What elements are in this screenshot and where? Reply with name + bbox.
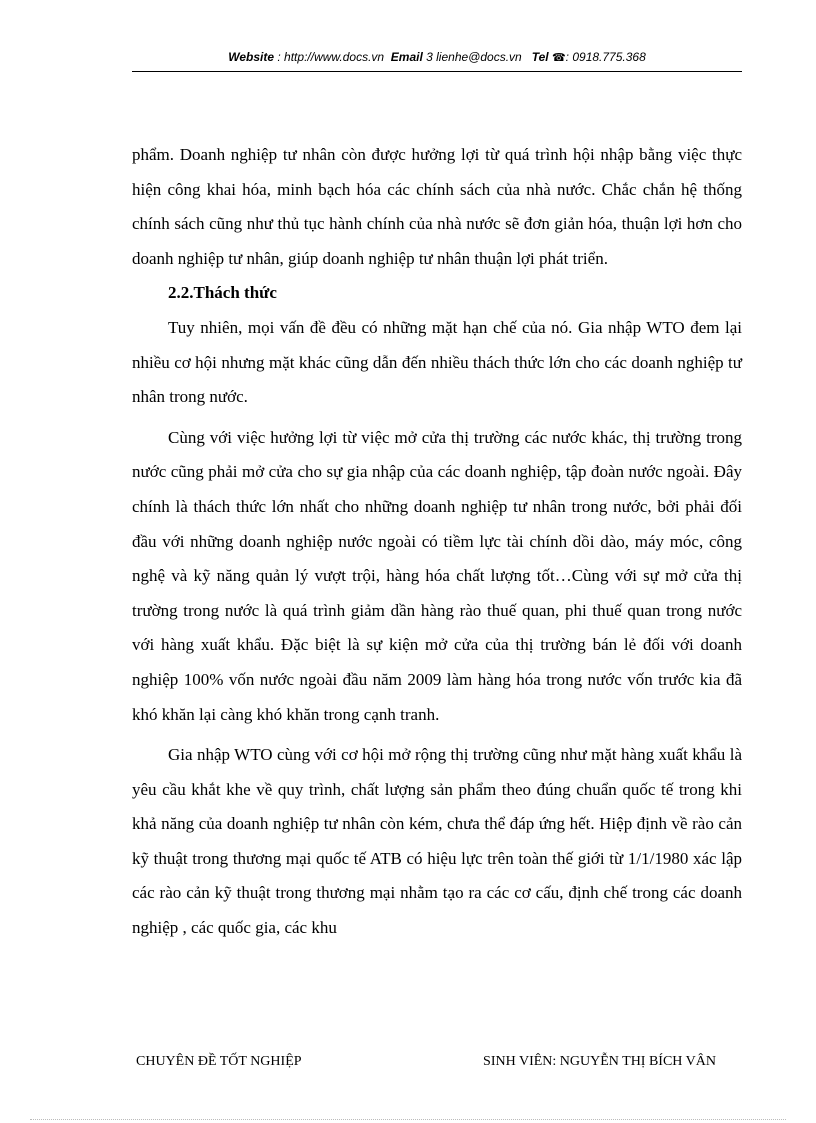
- paragraph-challenges-intro: Tuy nhiên, mọi vấn đề đều có những mặt hạn chế của nó. Gia nhập WTO đem lại nhiều cơ hội nhưng mặt khác cũng dẫn đến nhiều thách thức lớn cho các doanh nghiệp tư nhân trong nước.: [132, 317, 742, 407]
- phone-icon: ☎: [551, 52, 566, 64]
- header-divider: [132, 71, 742, 72]
- footer-student-name: SINH VIÊN: NGUYỄN THỊ BÍCH VÂN: [483, 1054, 716, 1069]
- page-header: [132, 50, 742, 64]
- tel-label: Tel: [531, 50, 549, 64]
- paragraph-market-opening: Cùng với việc hưởng lợi từ việc mở cửa thị trường các nước khác, thị trường trong nước cũng phải mở cửa cho sự gia nhập của các doanh nghiệp, tập đoàn nước ngoài. Đây chính là thách thức lớn nhất cho những doanh nghiệp tư nhân trong nước, bởi phải đối đầu với những doanh nghiệp nước ngoài có tiềm lực tài chính dồi dào, máy móc, công nghệ và kỹ năng quản lý vượt trội, hàng hóa chất lượng tốt…Cùng với sự mở cửa thị trường trong nước là quá trình giảm dần hàng rào thuế quan, phi thuế quan trong nước với hàng xuất khẩu. Đặc biệt là sự kiện mở cửa của thị trường bán lẻ đối với doanh nghiệp 100% vốn nước ngoài đầu năm 2009 làm hàng hóa trong nước vốn trước kia đã khó khăn lại càng khó khăn trong cạnh tranh.: [132, 427, 742, 724]
- website-separator: :: [274, 50, 285, 64]
- email-label: Email: [390, 50, 423, 64]
- website-url[interactable]: http://www.docs.vn: [284, 50, 385, 64]
- website-label: Website: [228, 50, 275, 64]
- page-footer: [132, 1054, 742, 1070]
- paragraph-wto-requirements: Gia nhập WTO cùng với cơ hội mở rộng thị trường cũng như mặt hàng xuất khẩu là yêu cầu khắt khe về quy trình, chất lượng sản phẩm theo đúng chuẩn quốc tế trong khi khả năng của doanh nghiệp tư nhân còn kém, chưa thể đáp ứng hết. Hiệp định về rào cản kỹ thuật trong thương mại quốc tế ATB có hiệu lực trên toàn thế giới từ 1/1/1980 xác lập các rào cản kỹ thuật trong thương mại nhằm tạo ra các cơ cấu, định chế trong các doanh nghiệp , các quốc gia, các khu: [132, 745, 742, 938]
- email-value[interactable]: 3 lienhe@docs.vn: [426, 50, 522, 64]
- section-heading: 2.2.Thách thức: [168, 283, 277, 303]
- tel-value: : 0918.775.368: [565, 50, 646, 64]
- page-bottom-border: [30, 1119, 786, 1120]
- document-body: [132, 138, 742, 946]
- paragraph-continued: phẩm. Doanh nghiệp tư nhân còn được hưởng lợi từ quá trình hội nhập bằng việc thực hiện công khai hóa, minh bạch hóa các chính sách của nhà nước. Chắc chắn hệ thống chính sách cũng như thủ tục hành chính của nhà nước sẽ đơn giản hóa, thuận lợi hơn cho doanh nghiệp tư nhân, giúp doanh nghiệp tư nhân thuận lợi phát triển.: [132, 145, 742, 268]
- footer-document-type: CHUYÊN ĐỀ TỐT NGHIỆP: [136, 1054, 302, 1069]
